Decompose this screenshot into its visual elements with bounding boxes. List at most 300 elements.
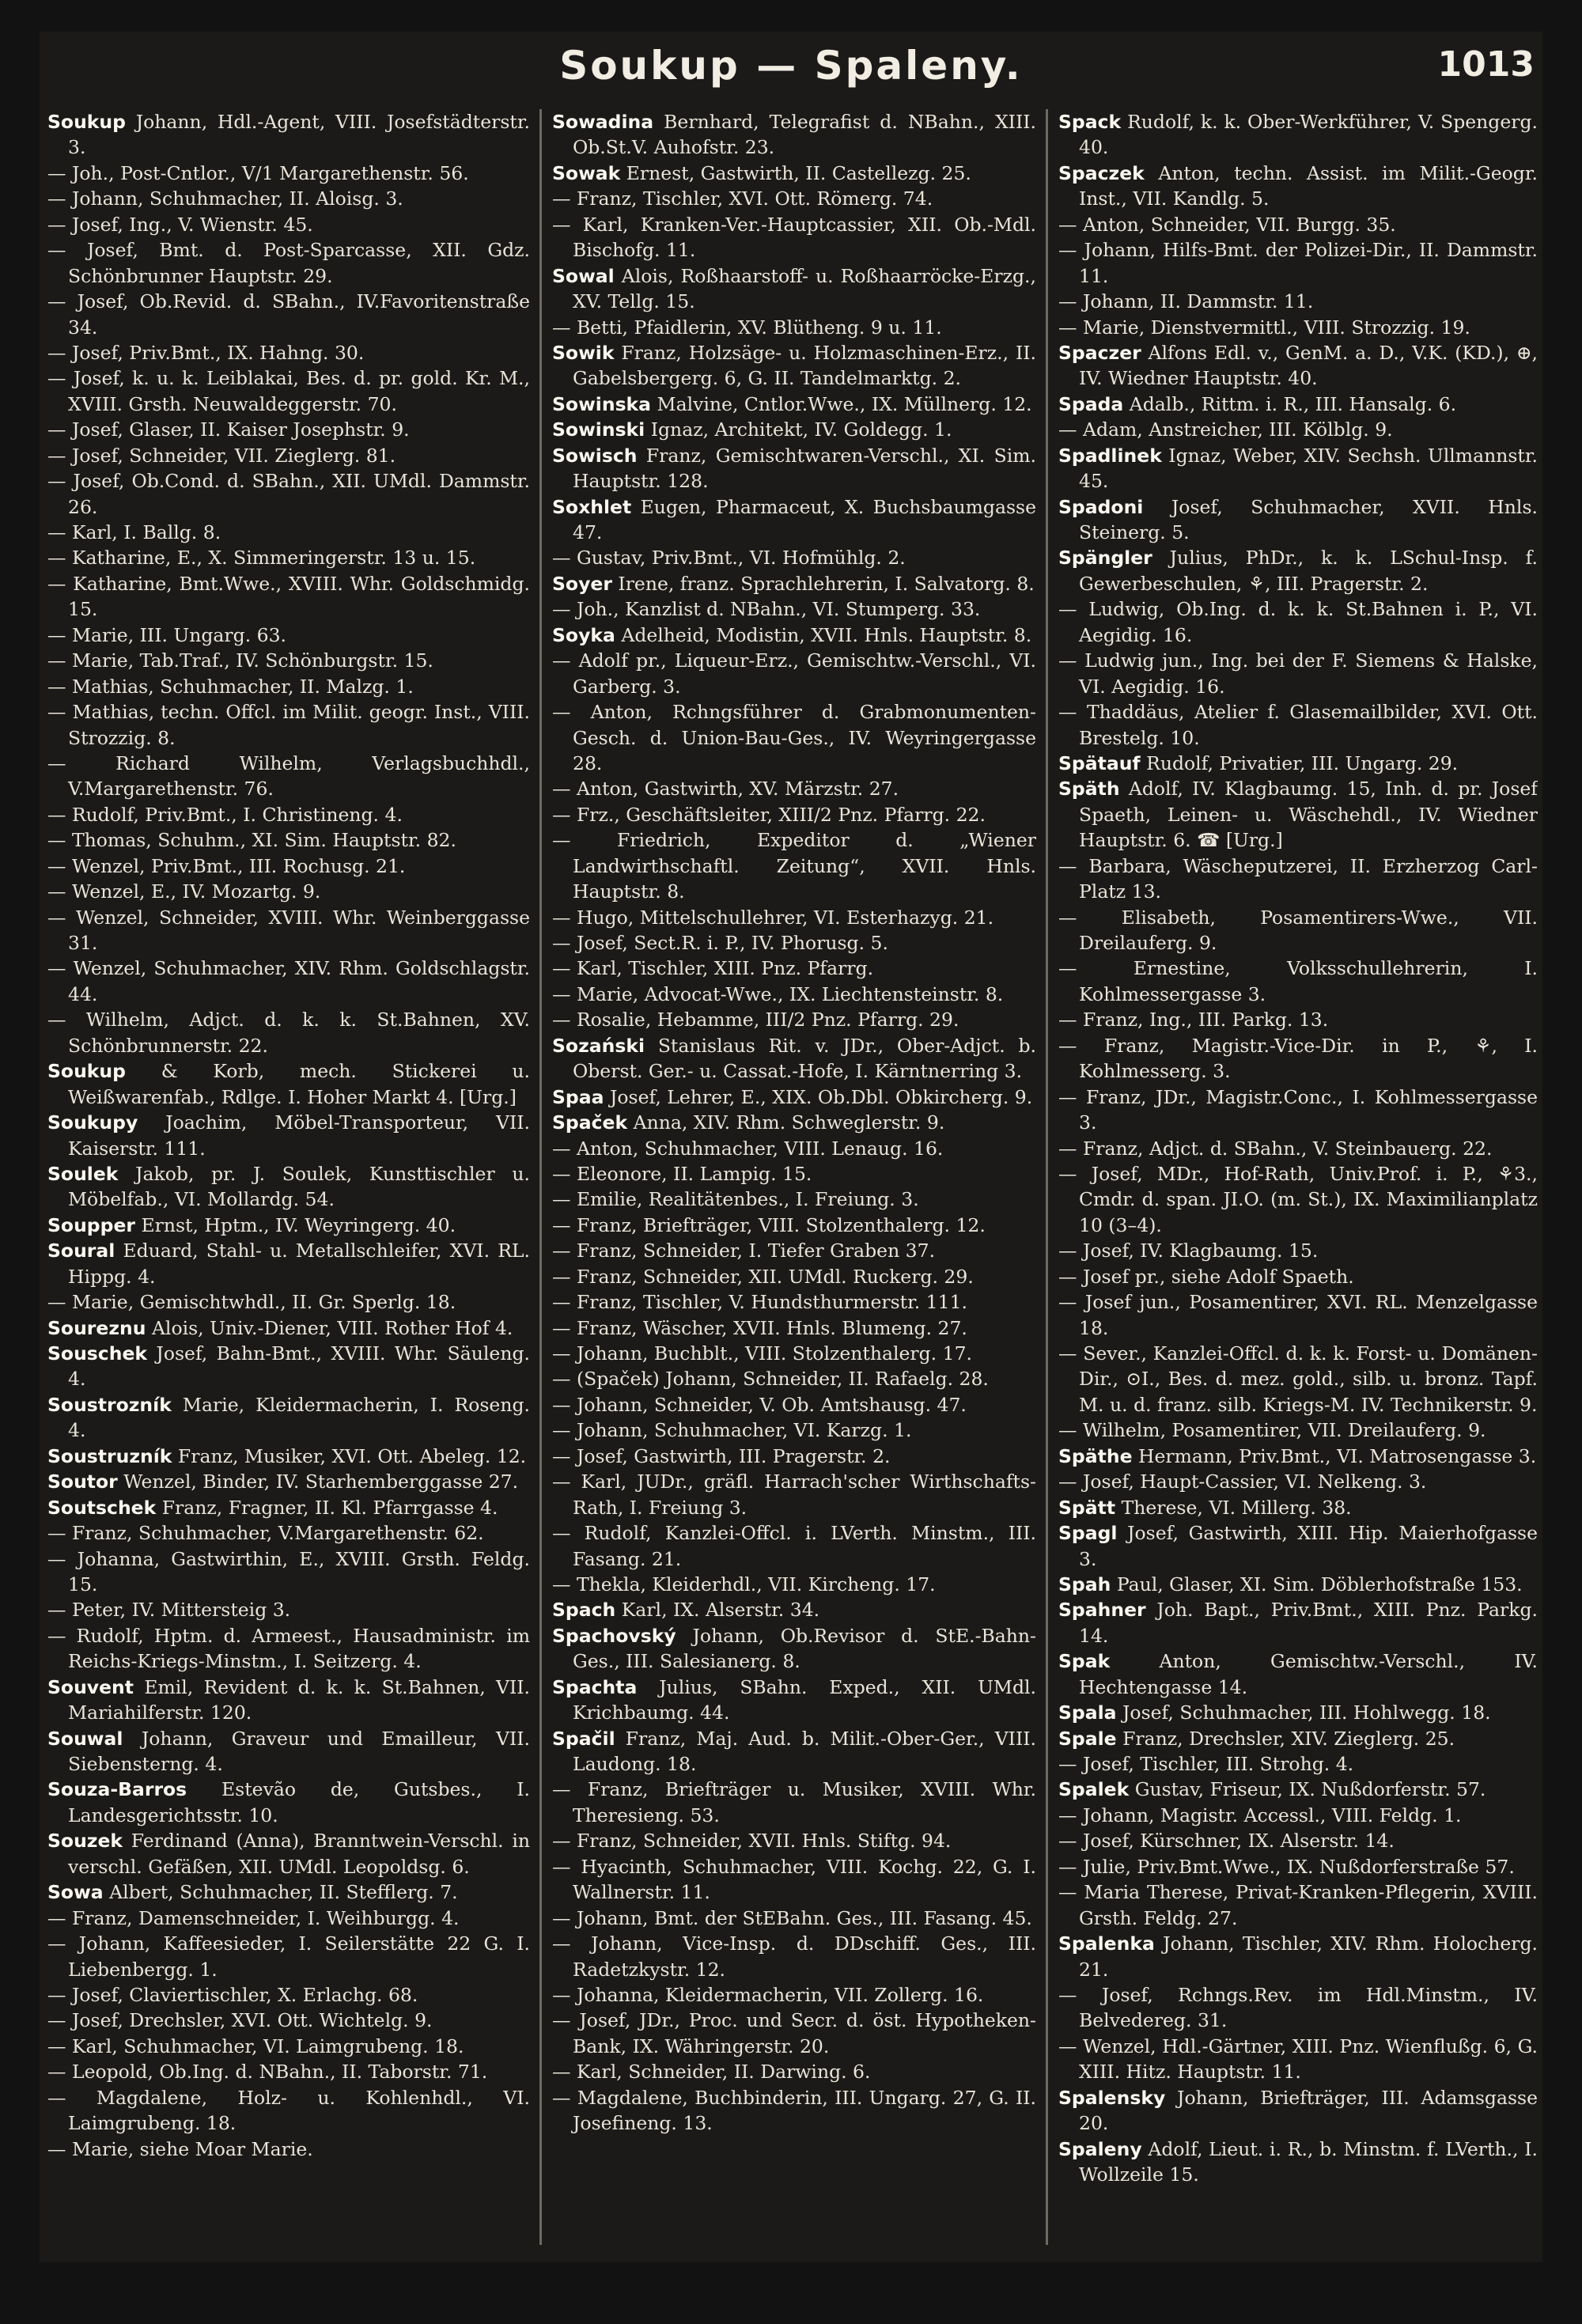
- entry-text: Eugen, Pharmaceut, X. Buchsbaumgasse 47.: [573, 495, 1036, 543]
- entry-text: — Mathias, techn. Offcl. im Milit. geogr. Inst., VIII. Strozzig. 8.: [47, 701, 530, 749]
- directory-entry: [1058, 315, 1538, 340]
- directory-entry: [1058, 1931, 1538, 1982]
- entry-text: Anton, techn. Assist. im Milit.-Geogr. Inst., VII. Kandlg. 5.: [1079, 161, 1538, 210]
- directory-entry: [1058, 1444, 1538, 1469]
- entry-surname: Spada: [1058, 392, 1124, 415]
- directory-entry: [47, 1931, 530, 1982]
- entry-text: Adolf, IV. Klagbaumg. 15, Inh. d. pr. Josef Spaeth, Leinen- u. Wäschehdl., IV. Wiedner Hauptstr. 6. ☎ [Urg.]: [1079, 778, 1538, 852]
- directory-entry: [47, 1007, 530, 1058]
- directory-entry: [47, 1161, 530, 1213]
- entry-surname: Soutschek: [47, 1496, 157, 1519]
- entry-text: — Karl, Tischler, XIII. Pnz. Pfarrg.: [552, 957, 874, 980]
- directory-entry: [552, 956, 1036, 981]
- entry-text: — Johanna, Gastwirthin, E., XVIII. Grsth. Feldg. 15.: [47, 1547, 530, 1595]
- entry-text: — Frz., Geschäftsleiter, XIII/2 Pnz. Pfarrg. 22.: [552, 803, 986, 826]
- directory-entry: [552, 1675, 1036, 1726]
- entry-text: — Karl, JUDr., gräfl. Harrach'scher Wirthschafts-Rath, I. Freiung 3.: [552, 1470, 1036, 1519]
- entry-text: — Josef, Tischler, III. Strohg. 4.: [1058, 1753, 1354, 1775]
- directory-entry: [47, 648, 530, 673]
- directory-entry: [47, 468, 530, 520]
- entry-text: — Franz, Briefträger, VIII. Stolzenthalerg. 12.: [552, 1213, 986, 1236]
- directory-entry: [1058, 289, 1538, 314]
- directory-entry: [1058, 2085, 1538, 2137]
- entry-text: — Marie, Dienstvermittl., VIII. Strozzig. 19.: [1058, 316, 1470, 339]
- entry-surname: Souza-Barros: [47, 1778, 187, 1801]
- directory-entry: [1058, 212, 1538, 237]
- entry-surname: Spalenka: [1058, 1932, 1155, 1955]
- entry-text: — Wenzel, E., IV. Mozartg. 9.: [47, 880, 321, 903]
- entry-text: Malvine, Cntlor.Wwe., IX. Müllnerg. 12.: [657, 392, 1032, 415]
- entry-text: — Franz, Tischler, V. Hundsthurmerstr. 111.: [552, 1291, 967, 1314]
- directory-entry: [1058, 1264, 1538, 1289]
- directory-entry: [552, 545, 1036, 570]
- entry-text: — Josef, Claviertischler, X. Erlachg. 68.: [47, 1983, 418, 2006]
- entry-surname: Soyer: [552, 572, 612, 595]
- entry-text: — Josef jun., Posamentirer, XVI. RL. Menzelgasse 18.: [1058, 1291, 1538, 1339]
- directory-entry: [552, 443, 1036, 494]
- directory-entry: [552, 571, 1036, 596]
- entry-text: Bernhard, Telegrafist d. NBahn., XIII. Ob.St.V. Auhofstr. 23.: [573, 111, 1036, 159]
- entry-text: Alois, Roßhaarstoff- u. Roßhaarröcke-Erzg., XV. Tellg. 15.: [573, 264, 1036, 313]
- entry-text: — Franz, Wäscher, XVII. Hnls. Blumeng. 27.: [552, 1316, 967, 1339]
- entry-text: Johann, Briefträger, III. Adamsgasse 20.: [1079, 2086, 1538, 2135]
- directory-entry: [47, 237, 530, 289]
- entry-text: — Wenzel, Hdl.-Gärtner, XIII. Pnz. Wienflußg. 6, G. XIII. Hitz. Hauptstr. 11.: [1058, 2034, 1538, 2084]
- directory-entry: [552, 699, 1036, 776]
- entry-text: Ernest, Gastwirth, II. Castellezg. 25.: [626, 161, 971, 184]
- directory-entry: [552, 1520, 1036, 1572]
- entry-surname: Souvent: [47, 1675, 134, 1698]
- entry-surname: Soutor: [47, 1470, 118, 1493]
- directory-entry: [552, 340, 1036, 392]
- directory-entry: [47, 212, 530, 237]
- directory-entry: [1058, 1161, 1538, 1238]
- entry-text: — Anton, Rchngsführer d. Grabmonumenten-Gesch. d. Union-Bau-Ges., IV. Weyringergasse 28.: [552, 701, 1036, 774]
- entry-text: — Emilie, Realitätenbes., I. Freiung. 3.: [552, 1188, 919, 1211]
- entry-surname: Spalensky: [1058, 2086, 1166, 2109]
- entry-surname: Späth: [1058, 778, 1120, 801]
- directory-column-2: [552, 109, 1036, 2245]
- entry-surname: Spängler: [1058, 547, 1152, 570]
- entry-surname: Späthe: [1058, 1444, 1133, 1467]
- entry-text: — Thomas, Schuhm., XI. Sim. Hauptstr. 82.: [47, 829, 456, 852]
- directory-entry: [552, 2008, 1036, 2059]
- entry-text: Rudolf, Privatier, III. Ungarg. 29.: [1146, 751, 1459, 774]
- directory-entry: [552, 930, 1036, 956]
- entry-text: Franz, Holzsäge- u. Holzmaschinen-Erz., II. Gabelsbergerg. 6, G. II. Tandelmarktg. 2.: [573, 341, 1036, 390]
- entry-surname: Sozański: [552, 1034, 645, 1057]
- directory-entry: [47, 1597, 530, 1622]
- directory-entry: [1058, 392, 1538, 417]
- directory-page: [40, 32, 1542, 2262]
- directory-entry: [552, 1726, 1036, 1777]
- directory-entry: [1058, 776, 1538, 853]
- entry-text: — Rosalie, Hebamme, III/2 Pnz. Pfarrg. 29.: [552, 1009, 959, 1031]
- entry-text: — Rudolf, Priv.Bmt., I. Christineng. 4.: [47, 803, 403, 826]
- entry-text: Wenzel, Binder, IV. Starhemberggasse 27.: [123, 1470, 519, 1493]
- entry-surname: Spahner: [1058, 1599, 1146, 1622]
- directory-entry: [1058, 956, 1538, 1007]
- entry-text: — Gustav, Priv.Bmt., VI. Hofmühlg. 2.: [552, 547, 906, 570]
- entry-text: — Leopold, Ob.Ing. d. NBahn., II. Taborstr. 71.: [47, 2061, 488, 2084]
- directory-entry: [47, 417, 530, 442]
- entry-surname: Spadoni: [1058, 495, 1144, 518]
- entry-text: — Wilhelm, Adjct. d. k. k. St.Bahnen, XV. Schönbrunnerstr. 22.: [47, 1009, 530, 1057]
- directory-entry: [552, 1136, 1036, 1161]
- directory-entry: [552, 1341, 1036, 1366]
- entry-surname: Sowa: [47, 1881, 104, 1904]
- directory-entry: [47, 854, 530, 879]
- entry-text: — Johann, Magistr. Accessl., VIII. Feldg. 1.: [1058, 1804, 1462, 1826]
- directory-entry: [552, 1366, 1036, 1391]
- directory-entry: [1058, 1982, 1538, 2034]
- directory-entry: [552, 1444, 1036, 1469]
- entry-text: — (Spaček) Johann, Schneider, II. Rafaelg. 28.: [552, 1368, 989, 1391]
- directory-entry: [552, 1906, 1036, 1931]
- directory-entry: [1058, 1854, 1538, 1879]
- directory-entry: [1058, 751, 1538, 776]
- entry-text: — Ernestine, Volksschullehrerin, I. Kohlmessergasse 3.: [1058, 957, 1538, 1005]
- entry-text: — Anton, Gastwirth, XV. Märzstr. 27.: [552, 778, 899, 801]
- entry-text: Stanislaus Rit. v. JDr., Ober-Adjct. b. Oberst. Ger.- u. Cassat.-Hofe, I. Kärntnerring 3.: [573, 1034, 1036, 1083]
- entry-text: — Ludwig jun., Ing. bei der F. Siemens & Halske, VI. Aegidig. 16.: [1058, 649, 1538, 698]
- directory-entry: [1058, 1495, 1538, 1520]
- directory-entry: [1058, 1828, 1538, 1853]
- column-divider: [539, 109, 542, 2245]
- entry-text: Ferdinand (Anna), Branntwein-Verschl. in verschl. Gefäßen, XII. UMdl. Leopoldsg. 6.: [68, 1830, 530, 1878]
- directory-entry: [552, 1572, 1036, 1597]
- directory-entry: [47, 1828, 530, 1879]
- directory-entry: [1058, 699, 1538, 751]
- entry-text: — Marie, Tab.Traf., IV. Schönburgstr. 15.: [47, 649, 433, 672]
- directory-entry: [47, 1726, 530, 1777]
- entry-text: — Anton, Schuhmacher, VIII. Lenaug. 16.: [552, 1137, 944, 1160]
- entry-surname: Spaleny: [1058, 2137, 1142, 2160]
- directory-entry: [552, 1289, 1036, 1315]
- entry-text: — Franz, Schneider, XII. UMdl. Ruckerg. 29.: [552, 1265, 974, 1288]
- directory-entry: [47, 1444, 530, 1469]
- directory-entry: [47, 802, 530, 827]
- directory-entry: [1058, 1341, 1538, 1417]
- directory-entry: [552, 776, 1036, 801]
- entry-text: Josef, Schuhmacher, III. Hohlwegg. 18.: [1122, 1701, 1491, 1724]
- directory-entry: [1058, 161, 1538, 212]
- directory-entry: [47, 365, 530, 417]
- directory-entry: [47, 699, 530, 751]
- entry-text: — Joh., Post-Cntlor., V/1 Margarethenstr. 56.: [47, 161, 469, 184]
- directory-entry: [1058, 1520, 1538, 1572]
- entry-surname: Sowinska: [552, 392, 652, 415]
- directory-entry: [47, 2034, 530, 2059]
- directory-entry: [552, 905, 1036, 930]
- directory-entry: [552, 1238, 1036, 1263]
- directory-entry: [1058, 1597, 1538, 1648]
- entry-text: Gustav, Friseur, IX. Nußdorferstr. 57.: [1134, 1778, 1486, 1801]
- directory-entry: [1058, 596, 1538, 648]
- entry-text: — Franz, Damenschneider, I. Weihburgg. 4.: [47, 1906, 460, 1929]
- entry-surname: Sowisch: [552, 444, 638, 467]
- entry-text: — Hyacinth, Schuhmacher, VIII. Kochg. 22, G. I. Wallnerstr. 11.: [552, 1855, 1036, 1904]
- directory-entry: [1058, 1648, 1538, 1700]
- entry-text: Emil, Revident d. k. k. St.Bahnen, VII. Mariahilferstr. 120.: [68, 1675, 530, 1724]
- entry-surname: Spach: [552, 1599, 616, 1622]
- directory-entry: [1058, 2034, 1538, 2085]
- entry-text: — Josef, IV. Klagbaumg. 15.: [1058, 1240, 1319, 1262]
- entry-surname: Spak: [1058, 1650, 1111, 1673]
- entry-text: — Rudolf, Hptm. d. Armeest., Hausadministr. im Reichs-Kriegs-Minstm., I. Seitzerg. 4.: [47, 1624, 530, 1673]
- directory-entry: [552, 827, 1036, 904]
- directory-entry: [1058, 1417, 1538, 1443]
- entry-text: — Johann, Buchblt., VIII. Stolzenthalerg. 17.: [552, 1342, 972, 1364]
- directory-entry: [1058, 1007, 1538, 1032]
- entry-text: Franz, Musiker, XVI. Ott. Abeleg. 12.: [177, 1444, 527, 1467]
- directory-entry: [1058, 1803, 1538, 1828]
- entry-text: Alfons Edl. v., GenM. a. D., V.K. (KD.), ⊕, IV. Wiedner Hauptstr. 40.: [1079, 341, 1538, 390]
- entry-text: — Josef, Schneider, VII. Zieglerg. 81.: [47, 444, 396, 467]
- entry-surname: Sowinski: [552, 418, 645, 441]
- entry-text: Paul, Glaser, XI. Sim. Döblerhofstraße 153.: [1116, 1573, 1523, 1595]
- directory-entry: [47, 1315, 530, 1341]
- entry-text: Franz, Drechsler, XIV. Zieglerg. 25.: [1122, 1727, 1455, 1750]
- entry-surname: Spaa: [552, 1085, 604, 1108]
- entry-text: — Magdalene, Buchbinderin, III. Ungarg. 27, G. II. Josefineng. 13.: [552, 2086, 1036, 2135]
- entry-text: Anton, Gemischtw.-Verschl., IV. Hechtengasse 14.: [1079, 1650, 1538, 1698]
- directory-entry: [552, 648, 1036, 699]
- directory-entry: [1058, 1879, 1538, 1931]
- entry-text: — Franz, Schneider, I. Tiefer Graben 37.: [552, 1240, 936, 1262]
- directory-entry: [1058, 2137, 1538, 2188]
- directory-entry: [552, 1315, 1036, 1341]
- entry-text: — Marie, siehe Moar Marie.: [47, 2137, 313, 2160]
- entry-text: — Franz, Ing., III. Parkg. 13.: [1058, 1009, 1329, 1031]
- directory-entry: [552, 417, 1036, 442]
- directory-entry: [47, 1777, 530, 1828]
- directory-entry: [1058, 1777, 1538, 1802]
- entry-surname: Spalek: [1058, 1778, 1130, 1801]
- directory-entry: [552, 596, 1036, 622]
- entry-text: Irene, franz. Sprachlehrerin, I. Salvatorg. 8.: [618, 572, 1035, 595]
- entry-text: — Josef, Drechsler, XVI. Ott. Wichtelg. 9.: [47, 2009, 433, 2032]
- entry-text: Rudolf, k. k. Ober-Werkführer, V. Spengerg. 40.: [1079, 111, 1538, 159]
- directory-entry: [552, 1777, 1036, 1828]
- entry-text: — Hugo, Mittelschullehrer, VI. Esterhazyg. 21.: [552, 906, 994, 929]
- entry-text: Ignaz, Weber, XIV. Sechsh. Ullmannstr. 45.: [1079, 444, 1538, 493]
- entry-surname: Souzek: [47, 1830, 123, 1853]
- entry-text: — Wenzel, Schuhmacher, XIV. Rhm. Goldschlagstr. 44.: [47, 957, 530, 1005]
- entry-text: — Johann, Schneider, V. Ob. Amtshausg. 47.: [552, 1393, 967, 1416]
- entry-surname: Spale: [1058, 1727, 1117, 1750]
- entry-text: Franz, Maj. Aud. b. Milit.-Ober-Ger., VIII. Laudong. 18.: [573, 1727, 1036, 1775]
- directory-entry: [552, 2059, 1036, 2084]
- entry-text: — Magdalene, Holz- u. Kohlenhdl., VI. Laimgrubeng. 18.: [47, 2086, 530, 2135]
- entry-text: Albert, Schuhmacher, II. Stefflerg. 7.: [109, 1881, 458, 1904]
- entry-surname: Spaczek: [1058, 161, 1145, 184]
- entry-text: — Josef pr., siehe Adolf Spaeth.: [1058, 1265, 1354, 1288]
- entry-text: Joh. Bapt., Priv.Bmt., XIII. Pnz. Parkg. 14.: [1079, 1599, 1538, 1647]
- entry-text: — Rudolf, Kanzlei-Offcl. i. LVerth. Minstm., III. Fasang. 21.: [552, 1522, 1036, 1570]
- entry-surname: Soustrozník: [47, 1393, 172, 1416]
- entry-text: — Josef, Haupt-Cassier, VI. Nelkeng. 3.: [1058, 1470, 1427, 1493]
- entry-text: Johann, Graveur und Emailleur, VII. Siebensterng. 4.: [68, 1727, 530, 1775]
- entry-surname: Sowik: [552, 341, 615, 364]
- entry-text: — Josef, Ing., V. Wienstr. 45.: [47, 213, 313, 236]
- entry-text: — Maria Therese, Privat-Kranken-Pflegerin, XVIII. Grsth. Feldg. 27.: [1058, 1881, 1538, 1929]
- entry-surname: Spadlinek: [1058, 444, 1162, 467]
- directory-entry: [552, 2085, 1036, 2137]
- entry-surname: Soxhlet: [552, 495, 632, 518]
- entry-text: — Josef, Kürschner, IX. Alserstr. 14.: [1058, 1830, 1395, 1853]
- directory-entry: [552, 1213, 1036, 1238]
- entry-surname: Spačil: [552, 1727, 615, 1750]
- entry-surname: Sowal: [552, 264, 615, 287]
- entry-text: Therese, VI. Millerg. 38.: [1121, 1496, 1352, 1519]
- directory-entry: [552, 186, 1036, 211]
- directory-entry: [552, 1033, 1036, 1084]
- directory-entry: [552, 1982, 1036, 2008]
- column-divider: [1046, 109, 1048, 2245]
- entry-text: — Julie, Priv.Bmt.Wwe., IX. Nußdorferstraße 57.: [1058, 1855, 1515, 1878]
- entry-surname: Spaček: [552, 1111, 628, 1134]
- directory-entry: [552, 494, 1036, 546]
- entry-text: Karl, IX. Alserstr. 34.: [621, 1599, 820, 1622]
- entry-text: Josef, Schuhmacher, XVII. Hnls. Steinerg. 5.: [1079, 495, 1538, 543]
- directory-entry: [1058, 1726, 1538, 1751]
- directory-entry: [552, 623, 1036, 648]
- entry-text: — Karl, Kranken-Ver.-Hauptcassier, XII. Ob.-Mdl. Bischofg. 11.: [552, 213, 1036, 262]
- entry-text: Franz, Gemischtwaren-Verschl., XI. Sim. Hauptstr. 128.: [573, 444, 1036, 493]
- entry-text: — Adolf pr., Liqueur-Erz., Gemischtw.-Verschl., VI. Garberg. 3.: [552, 649, 1036, 698]
- directory-entry: [47, 879, 530, 904]
- entry-text: — Ludwig, Ob.Ing. d. k. k. St.Bahnen i. P., VI. Aegidig. 16.: [1058, 598, 1538, 646]
- entry-text: — Mathias, Schuhmacher, II. Malzg. 1.: [47, 675, 414, 698]
- directory-entry: [47, 1879, 530, 1905]
- entry-surname: Soustruzník: [47, 1444, 172, 1467]
- directory-entry: [47, 109, 530, 161]
- entry-text: — Josef, Sect.R. i. P., IV. Phorusg. 5.: [552, 932, 888, 954]
- entry-text: Adelheid, Modistin, XVII. Hnls. Hauptstr. 8.: [621, 623, 1032, 646]
- entry-surname: Souwal: [47, 1727, 123, 1750]
- entry-text: — Wenzel, Priv.Bmt., III. Rochusg. 21.: [47, 854, 406, 877]
- directory-entry: [552, 1931, 1036, 1982]
- entry-surname: Spah: [1058, 1573, 1111, 1595]
- entry-text: — Josef, JDr., Proc. und Secr. d. öst. Hypotheken-Bank, IX. Währingerstr. 20.: [552, 2009, 1036, 2057]
- directory-entry: [552, 161, 1036, 186]
- directory-entry: [47, 1110, 530, 1161]
- directory-entry: [47, 1392, 530, 1444]
- directory-entry: [552, 1469, 1036, 1520]
- directory-entry: [552, 1392, 1036, 1417]
- entry-text: — Franz, Briefträger u. Musiker, XVIII. Whr. Theresieng. 53.: [552, 1778, 1036, 1826]
- directory-entry: [47, 1469, 530, 1494]
- entry-text: — Peter, IV. Mittersteig 3.: [47, 1599, 291, 1622]
- entry-text: — Friedrich, Expeditor d. „Wiener Landwirthschaftl. Zeitung“, XVII. Hnls. Hauptstr. 8.: [552, 829, 1036, 903]
- directory-entry: [552, 1623, 1036, 1675]
- entry-surname: Spätauf: [1058, 751, 1141, 774]
- entry-text: Adolf, Lieut. i. R., b. Minstm. f. LVerth., I. Wollzeile 15.: [1079, 2137, 1538, 2186]
- entry-surname: Sowadina: [552, 111, 654, 133]
- entry-text: — Franz, Schneider, XVII. Hnls. Stiftg. 94.: [552, 1830, 952, 1853]
- entry-surname: Spala: [1058, 1701, 1117, 1724]
- entry-text: Joachim, Möbel-Transporteur, VII. Kaiserstr. 111.: [68, 1111, 530, 1160]
- entry-text: — Karl, I. Ballg. 8.: [47, 521, 221, 543]
- entry-text: — Franz, JDr., Magistr.Conc., I. Kohlmessergasse 3.: [1058, 1085, 1538, 1134]
- page-header: [40, 32, 1542, 100]
- directory-entry: [47, 1982, 530, 2008]
- entry-text: — Josef, Ob.Cond. d. SBahn., XII. UMdl. Dammstr. 26.: [47, 470, 530, 518]
- entry-text: — Thekla, Kleiderhdl., VII. Kircheng. 17.: [552, 1573, 936, 1595]
- entry-text: Johann, Ob.Revisor d. StE.-Bahn-Ges., III. Salesianerg. 8.: [573, 1624, 1036, 1673]
- directory-entry: [1058, 545, 1538, 596]
- entry-surname: Soukupy: [47, 1111, 138, 1134]
- entry-text: & Korb, mech. Stickerei u. Weißwarenfab., Rdlge. I. Hoher Markt 4. [Urg.]: [68, 1060, 530, 1108]
- entry-surname: Spack: [1058, 111, 1122, 133]
- entry-text: — Franz, Adjct. d. SBahn., V. Steinbauerg. 22.: [1058, 1137, 1493, 1160]
- directory-entry: [1058, 1136, 1538, 1161]
- entry-text: Eduard, Stahl- u. Metallschleifer, XVI. RL. Hippg. 4.: [68, 1240, 530, 1288]
- directory-entry: [47, 289, 530, 340]
- directory-entry: [47, 751, 530, 802]
- page-title: Soukup — Spaleny.: [559, 43, 1023, 89]
- entry-surname: Soureznu: [47, 1316, 146, 1339]
- entry-text: — Johann, Vice-Insp. d. DDschiff. Ges., III. Radetzkystr. 12.: [552, 1932, 1036, 1981]
- entry-text: — Josef, Gastwirth, III. Pragerstr. 2.: [552, 1444, 891, 1467]
- entry-surname: Soukup: [47, 111, 126, 133]
- directory-entry: [47, 827, 530, 853]
- entry-text: Josef, Bahn-Bmt., XVIII. Whr. Säuleng. 4.: [68, 1342, 530, 1391]
- directory-entry: [47, 623, 530, 648]
- entry-text: — Karl, Schuhmacher, VI. Laimgrubeng. 18.: [47, 2034, 464, 2057]
- entry-text: — Johann, Schuhmacher, II. Aloisg. 3.: [47, 187, 403, 210]
- directory-entry: [47, 2137, 530, 2162]
- entry-surname: Spachta: [552, 1675, 638, 1698]
- entry-surname: Spachovský: [552, 1624, 676, 1647]
- entry-surname: Spagl: [1058, 1522, 1118, 1545]
- directory-entry: [552, 1161, 1036, 1187]
- directory-entry: [552, 982, 1036, 1007]
- directory-entry: [552, 1084, 1036, 1110]
- directory-entry: [47, 186, 530, 211]
- entry-text: — Josef, Rchngs.Rev. im Hdl.Minstm., IV. Belvedereg. 31.: [1058, 1983, 1538, 2032]
- directory-entry: [47, 443, 530, 468]
- entry-text: Ignaz, Architekt, IV. Goldegg. 1.: [650, 418, 952, 441]
- directory-entry: [552, 802, 1036, 827]
- directory-entry: [1058, 1572, 1538, 1597]
- directory-entry: [47, 2008, 530, 2033]
- directory-entry: [47, 545, 530, 570]
- directory-entry: [47, 1623, 530, 1675]
- entry-surname: Spätt: [1058, 1496, 1116, 1519]
- directory-entry: [47, 1058, 530, 1110]
- directory-entry: [552, 1110, 1036, 1135]
- entry-text: — Joh., Kanzlist d. NBahn., VI. Stumperg. 33.: [552, 598, 981, 621]
- entry-surname: Spaczer: [1058, 341, 1141, 364]
- directory-entry: [1058, 1700, 1538, 1725]
- directory-entry: [552, 109, 1036, 161]
- entry-text: — Johann, Kaffeesieder, I. Seilerstätte 22 G. I. Liebenbergg. 1.: [47, 1932, 530, 1981]
- directory-entry: [552, 1187, 1036, 1212]
- entry-text: Julius, PhDr., k. k. LSchul-Insp. f. Gewerbeschulen, ⚘, III. Pragerstr. 2.: [1079, 547, 1538, 595]
- directory-entry: [1058, 1084, 1538, 1136]
- entry-surname: Soyka: [552, 623, 615, 646]
- directory-entry: [1058, 494, 1538, 546]
- entry-text: — Franz, Tischler, XVI. Ott. Römerg. 74.: [552, 187, 933, 210]
- entry-text: — Marie, III. Ungarg. 63.: [47, 623, 287, 646]
- directory-entry: [47, 674, 530, 699]
- entry-text: Johann, Hdl.-Agent, VIII. Josefstädterstr. 3.: [68, 111, 530, 159]
- directory-column-3: [1058, 109, 1538, 2245]
- page-number: 1013: [1437, 44, 1535, 85]
- entry-text: Hermann, Priv.Bmt., VI. Matrosengasse 3.: [1138, 1444, 1537, 1467]
